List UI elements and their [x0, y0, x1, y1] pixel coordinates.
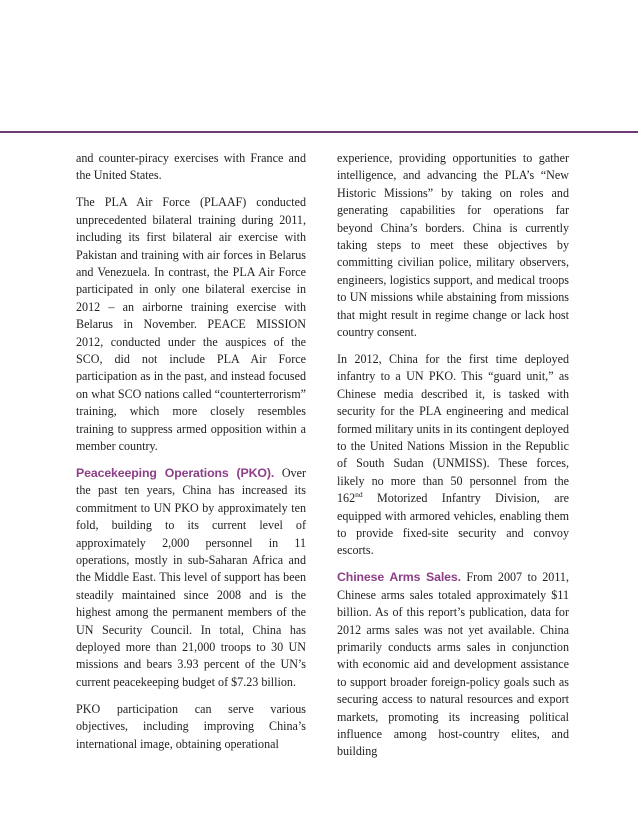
paragraph [76, 465, 306, 691]
section-heading: Peacekeeping Operations (PKO). [76, 465, 275, 480]
paragraph-text: Motorized Infantry Division, are equipped with armored vehicles, enabling them to provide fixed-site security and convoy escorts. [337, 491, 569, 558]
left-column [76, 150, 306, 762]
paragraph-text: From 2007 to 2011, Chinese arms sales totaled approximately $11 billion. As of this report’s publication, data for 2012 arms sales was not yet available. China primarily conducts arms sales in conjunction with economic aid and development assistance to support broader foreign-policy goals such as securing access to natural resources and export markets, promoting its increasing political influence among host-country elites, and building [337, 570, 569, 759]
paragraph: experience, providing opportunities to gather intelligence, and advancing the PLA’s “New Historic Missions” by taking on roles and generating capabilities for operations far beyond China’s borders. China is currently taking steps to meet these objectives by committing civilian police, military observers, engineers, logistics support, and medical troops to UN missions while abstaining from missions that might result in regime change or lack host country consent. [337, 151, 569, 340]
paragraph-text: In 2012, China for the first time deployed infantry to a UN PKO. This “guard unit,” as Chinese media described it, is tasked with security for the PLA engineering and medical formed military units in its contingent deployed to the United Nations Mission in the Republic of South Sudan (UNMISS). These forces, likely no more than 50 personnel from the 162 [337, 351, 569, 506]
header-rule [0, 131, 638, 133]
right-column [337, 150, 569, 770]
section-heading: Chinese Arms Sales. [337, 570, 461, 585]
paragraph-text: Over the past ten years, China has increased its commitment to UN PKO by approximately ten fold, building to its current level of approximately 2,000 personnel in 11 operations, mostly in sub-Saharan Africa and the Middle East. This level of support has been steadily maintained since 2008 and is the highest among the permanent members of the UN Security Council. In total, China has deployed more than 21,000 troops to 30 UN missions and bears 3.93 percent of the UN’s current peacekeeping budget of $7.23 billion. [76, 465, 306, 689]
paragraph: PKO participation can serve various objectives, including improving China’s international image, obtaining operational [76, 701, 306, 751]
paragraph [337, 569, 569, 760]
paragraph: and counter-piracy exercises with France and the United States. [76, 151, 306, 183]
paragraph: The PLA Air Force (PLAAF) conducted unprecedented bilateral training during 2011, including its first bilateral air exercise with Pakistan and training with air forces in Belarus and Venezuela. In contrast, the PLA Air Force participated in only one bilateral exercise in 2012 – an airborne training exercise with Belarus in November. PEACE MISSION 2012, conducted under the auspices of the SCO, did not include PLA Air Force participation as in the past, and instead focused on what SCO nations called “counterterrorism” training, which more closely resembles training to suppress armed opposition within a member country. [76, 195, 306, 453]
paragraph [337, 351, 569, 560]
superscript: nd [355, 490, 363, 500]
